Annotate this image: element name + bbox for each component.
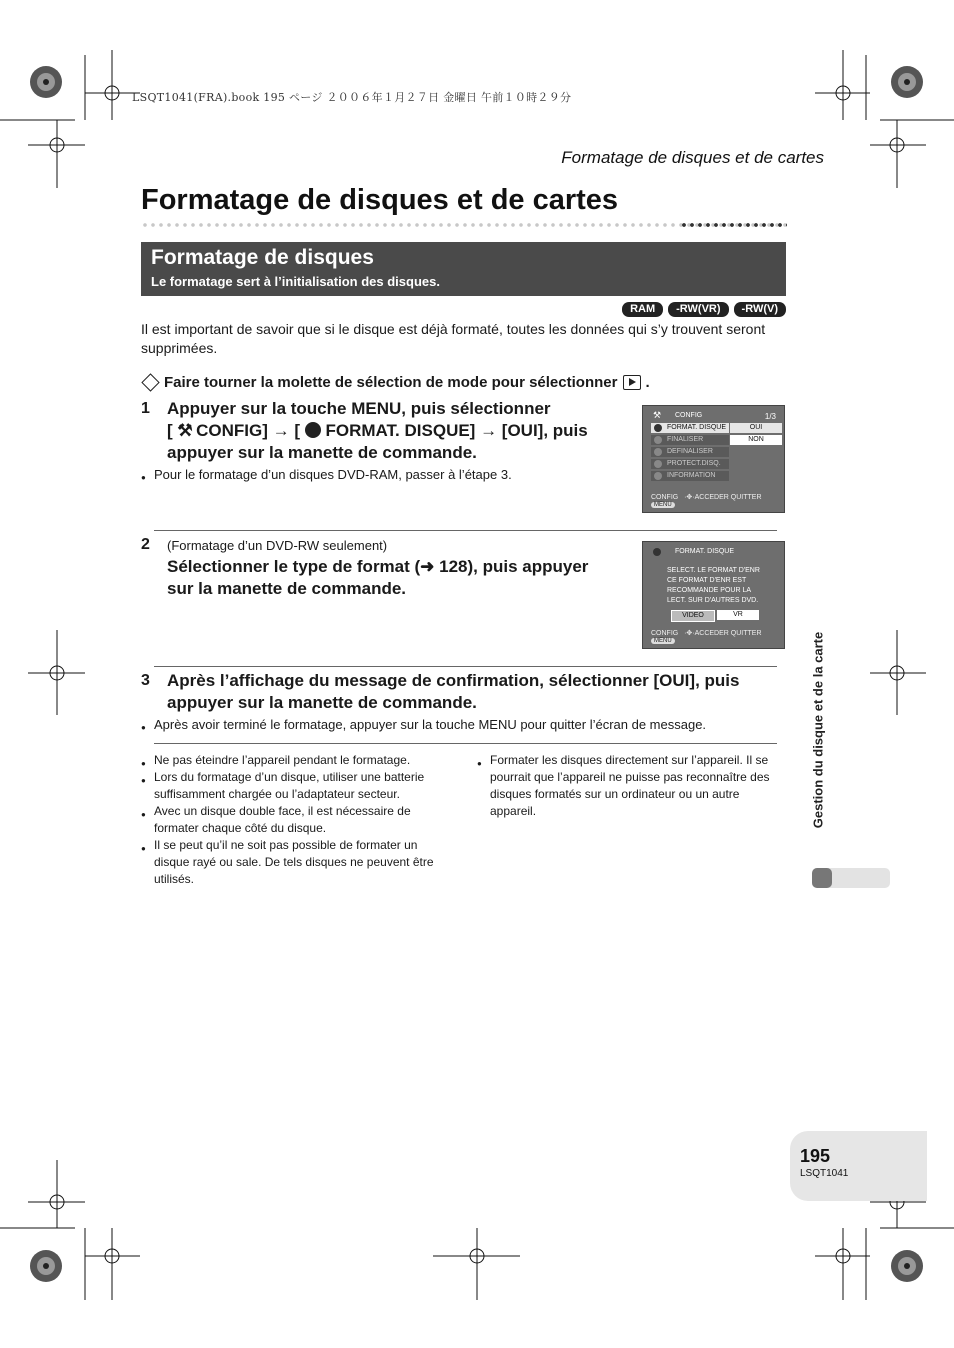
section-header [141,242,786,296]
crosshair-mark [28,120,85,188]
menu-item-protect: PROTECT.DISQ. [651,459,729,469]
screen2-footer: CONFIG ·✥·ACCEDER QUITTER MENU [651,630,762,644]
disc-icon [653,548,661,556]
disc-format-icon [305,422,321,438]
print-header: LSQT1041(FRA).book 195 ページ ２００６年１月２７日 金曜日 午前１０時２９分 [132,91,572,104]
sunburst-mark [891,66,923,98]
side-tab [803,605,833,855]
page-code: LSQT1041 [800,1168,849,1179]
step-number: 1 [141,400,150,417]
note-item: ● Ne pas éteindre l’appareil pendant le formatage. [154,752,454,769]
notes-divider [154,743,777,744]
step3-bullet: ● Après avoir terminé le formatage, appuyer sur la touche MENU pour quitter l’écran de message. [154,716,786,733]
crosshair-mark [85,50,140,120]
sunburst-mark [30,1250,62,1282]
screen2-header: FORMAT. DISQUE [675,548,734,555]
crosshair-mark [28,630,85,715]
screen1-footer: CONFIG ·✥·ACCEDER QUITTER MENU [651,494,762,508]
step1-bullet: ● Pour le formatage d’un disques DVD-RAM, passer à l’étape 3. [154,466,512,483]
crosshair-mark [870,630,926,715]
notes-left [154,752,454,888]
vr-button: VR [717,610,759,620]
side-tab-label: Gestion du disque et de la carte [810,631,826,829]
step-divider [154,530,777,531]
menu-item-definalize: DEFINALISER [651,447,729,457]
crosshair-mark [815,50,870,120]
note-item: ● Formater les disques directement sur l’appareil. Il se pourrait que l’appareil ne puisse pas reconnaître des disques formatés sur un ordinateur ou un autre appareil. [490,752,786,820]
option-non: NON [730,435,782,445]
screen2-message: SELECT. LE FORMAT D'ENR CE FORMAT D'ENR EST RECOMMANDE POUR LA LECT. SUR D'AUTRES DVD. [667,567,760,604]
screen1-page: 1/3 [764,412,776,421]
crosshair-mark [870,120,926,188]
section-subtitle: Le formatage sert à l’initialisation des disques. [151,274,440,289]
crosshair-mark [815,1228,870,1300]
diamond-icon [141,373,159,391]
menu-item-info: INFORMATION [651,471,729,481]
play-mode-icon [623,375,641,390]
dotted-divider-dark [680,222,787,228]
instruction-text: Faire tourner la molette de sélection de mode pour sélectionner [164,374,618,391]
note-item: ● Il se peut qu’il ne soit pas possible de formater un disque rayé ou sale. De tels disques ne peuvent être utilisés. [154,837,454,888]
intro-paragraph: Il est important de savoir que si le disque est déjà formaté, toutes les données qui s’y trouvent seront supprimées. [141,321,766,356]
tools-icon: ⚒ [653,410,662,420]
step3-line2: appuyer sur la manette de commande. [167,693,477,712]
page-number: 195 [800,1146,831,1166]
notes-right [490,752,786,820]
step2-note: (Formatage d’un DVD-RW seulement) [167,538,388,553]
format-type-screen [642,541,785,649]
crosshair-mark [85,1228,140,1300]
sunburst-mark [891,1250,923,1282]
badge-rw-v: -RW(V) [734,302,786,317]
note-item: ● Avec un disque double face, il est nécessaire de formater chaque côté du disque. [154,803,454,837]
crosshair-mark [28,1160,85,1228]
step3-text [167,670,787,714]
step-number: 3 [141,672,150,689]
instruction-end: . [645,374,650,391]
section-title: Formatage de disques [151,246,374,269]
step-number: 2 [141,536,150,553]
step2-line1: Sélectionner le type de format (➜ 128), puis appuyer [167,557,589,576]
menu-item-finalize: FINALISER [651,435,729,445]
step1-line3: appuyer sur la manette de commande. [167,443,477,462]
step1-text [167,398,637,464]
mode-instruction [141,374,650,391]
disc-type-badges [622,302,786,317]
screen1-header: CONFIG [675,412,703,419]
crosshair-mark [433,1228,520,1300]
video-button: VIDEO [671,610,715,622]
menu-item-format: FORMAT. DISQUE [651,423,729,433]
badge-rw-vr: -RW(VR) [668,302,728,317]
config-tools-icon: ⚒ [177,421,193,440]
step2-text [167,556,637,600]
note-item: ● Lors du formatage d’un disque, utiliser une batterie suffisamment chargée ou l’adaptateur secteur. [154,769,454,803]
step1-line1: Appuyer sur la touche MENU, puis sélectionner [167,399,551,418]
tab-bar-marker [812,868,832,888]
config-menu-screen [642,405,785,513]
running-title: Formatage de disques et de cartes [561,148,824,167]
step3-line1: Après l’affichage du message de confirmation, sélectionner [OUI], puis [167,671,740,690]
step1-bracket: [ [167,421,173,440]
page-title: Formatage de disques et de cartes [141,184,619,216]
step-divider [154,666,777,667]
option-oui: OUI [730,423,782,433]
step1-format: FORMAT. DISQUE] → [OUI], puis [325,421,588,440]
step2-line2: sur la manette de commande. [167,579,407,598]
step1-config: CONFIG] → [ [196,421,301,440]
badge-ram: RAM [622,302,663,317]
step1-line2 [167,420,637,442]
sunburst-mark [30,66,62,98]
